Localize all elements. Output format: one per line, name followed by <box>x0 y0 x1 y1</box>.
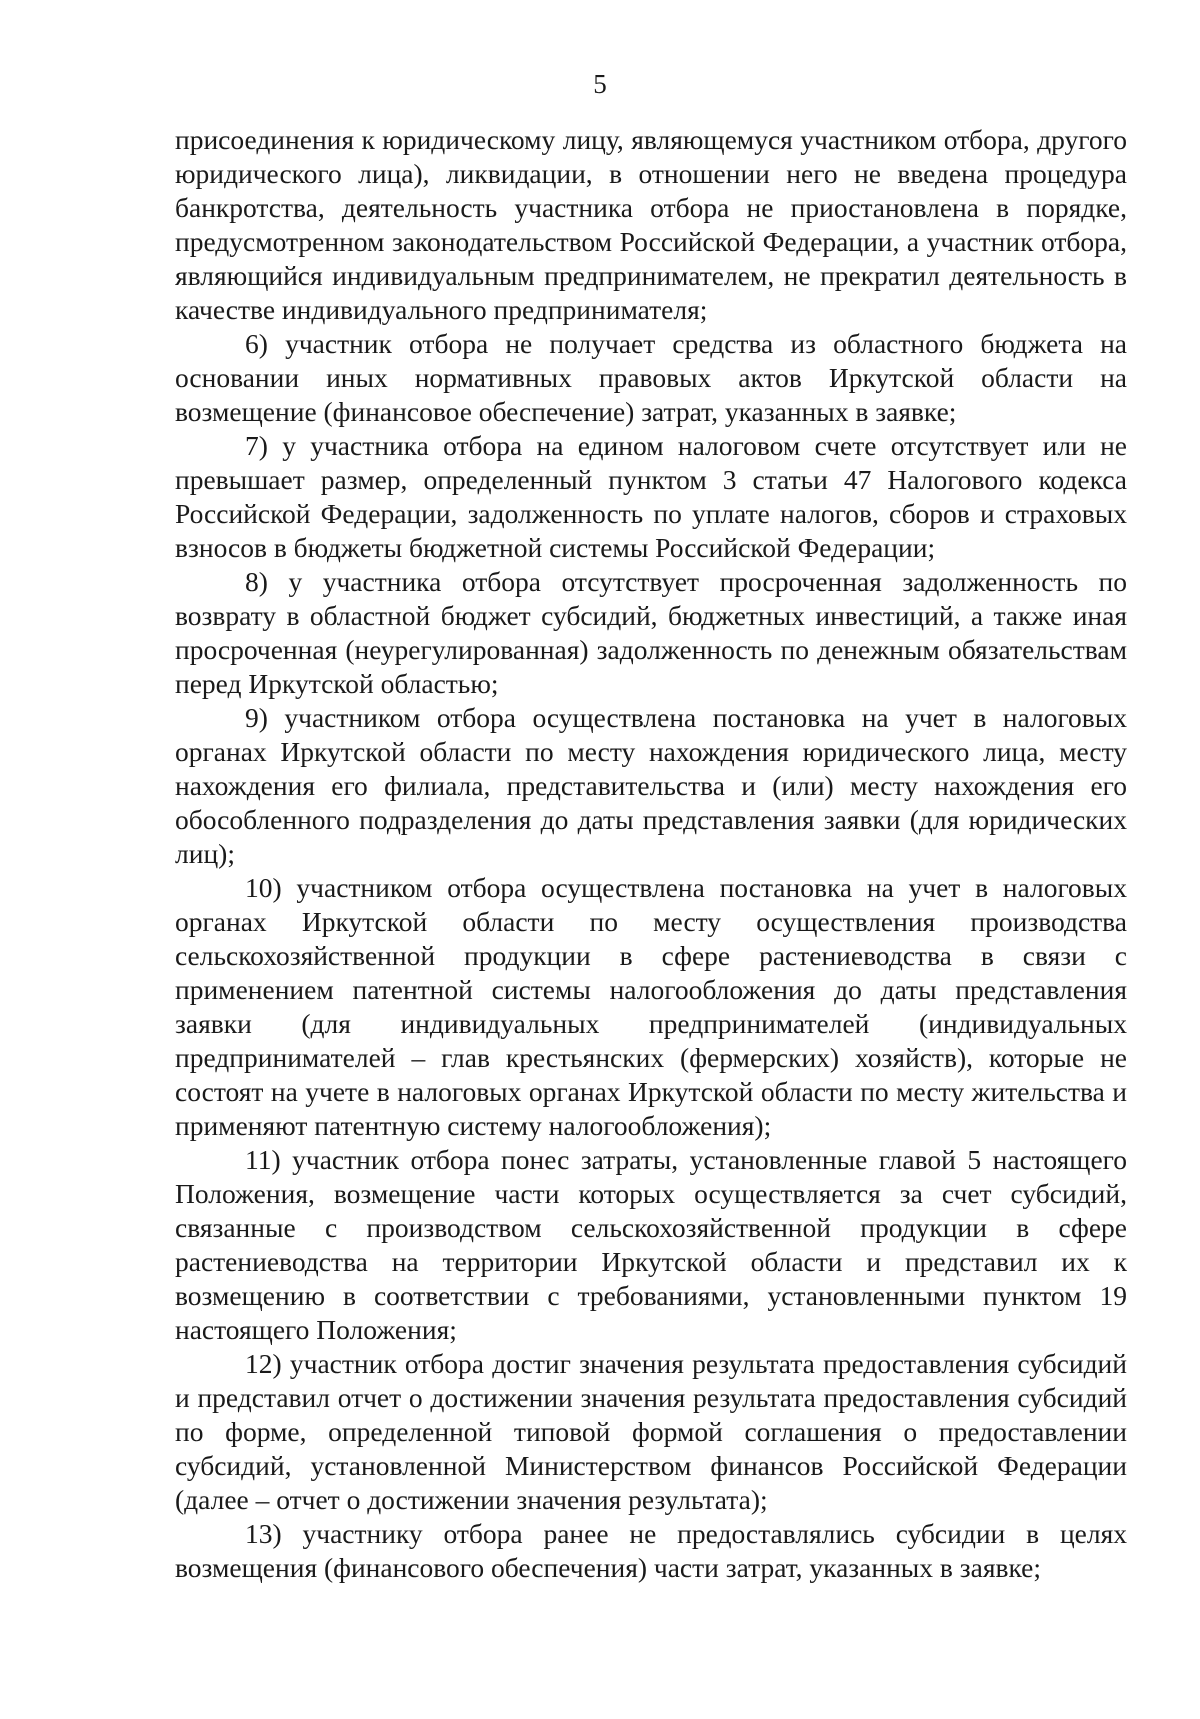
paragraph-item-12: 12) участник отбора достиг значения результата предоставления субсидий и представил отчет о достижении значения результата предоставления субсидий по форме, определенной типовой формой соглашения о предоставлении субсидий, установленной Министерством финансов Российской Федерации (далее – отчет о достижении значения результата); <box>175 1348 1127 1515</box>
paragraph-continuation: присоединения к юридическому лицу, являющемуся участником отбора, другого юридического лица), ликвидации, в отношении него не введена процедура банкротства, деятельность участника отбора не приостановлена в порядке, предусмотренном законодательством Российской Федерации, а участник отбора, являющийся индивидуальным предпринимателем, не прекратил деятельность в качестве индивидуального предпринимателя; <box>175 124 1127 325</box>
paragraph-item-8: 8) у участника отбора отсутствует просроченная задолженность по возврату в областной бюджет субсидий, бюджетных инвестиций, а также иная просроченная (неурегулированная) задолженность по денежным обязательствам перед Иркутской областью; <box>175 566 1127 699</box>
page-number: 5 <box>593 69 607 99</box>
paragraph-item-10: 10) участником отбора осуществлена постановка на учет в налоговых органах Иркутской области по месту осуществления производства сельскохозяйственной продукции в сфере растениеводства в связи с применением патентной системы налогообложения до даты представления заявки (для индивидуальных предпринимателей (индивидуальных предпринимателей – глав крестьянских (фермерских) хозяйств), которые не состоят на учете в налоговых органах Иркутской области по месту жительства и применяют патентную систему налогообложения); <box>175 872 1127 1141</box>
paragraph-item-7: 7) у участника отбора на едином налоговом счете отсутствует или не превышает размер, определенный пунктом 3 статьи 47 Налогового кодекса Российской Федерации, задолженность по уплате налогов, сборов и страховых взносов в бюджеты бюджетной системы Российской Федерации; <box>175 430 1127 563</box>
paragraph-item-11: 11) участник отбора понес затраты, установленные главой 5 настоящего Положения, возмещение части которых осуществляется за счет субсидий, связанные с производством сельскохозяйственной продукции в сфере растениеводства на территории Иркутской области и представил их к возмещению в соответствии с требованиями, установленными пунктом 19 настоящего Положения; <box>175 1144 1127 1345</box>
paragraph-item-6: 6) участник отбора не получает средства из областного бюджета на основании иных нормативных правовых актов Иркутской области на возмещение (финансовое обеспечение) затрат, указанных в заявке; <box>175 328 1127 427</box>
paragraph-item-9: 9) участником отбора осуществлена постановка на учет в налоговых органах Иркутской области по месту нахождения юридического лица, месту нахождения его филиала, представительства и (или) месту нахождения его обособленного подразделения до даты представления заявки (для юридических лиц); <box>175 702 1127 869</box>
paragraph-item-13: 13) участнику отбора ранее не предоставлялись субсидии в целях возмещения (финансового обеспечения) части затрат, указанных в заявке; <box>175 1518 1127 1583</box>
document-body <box>175 123 1127 1585</box>
